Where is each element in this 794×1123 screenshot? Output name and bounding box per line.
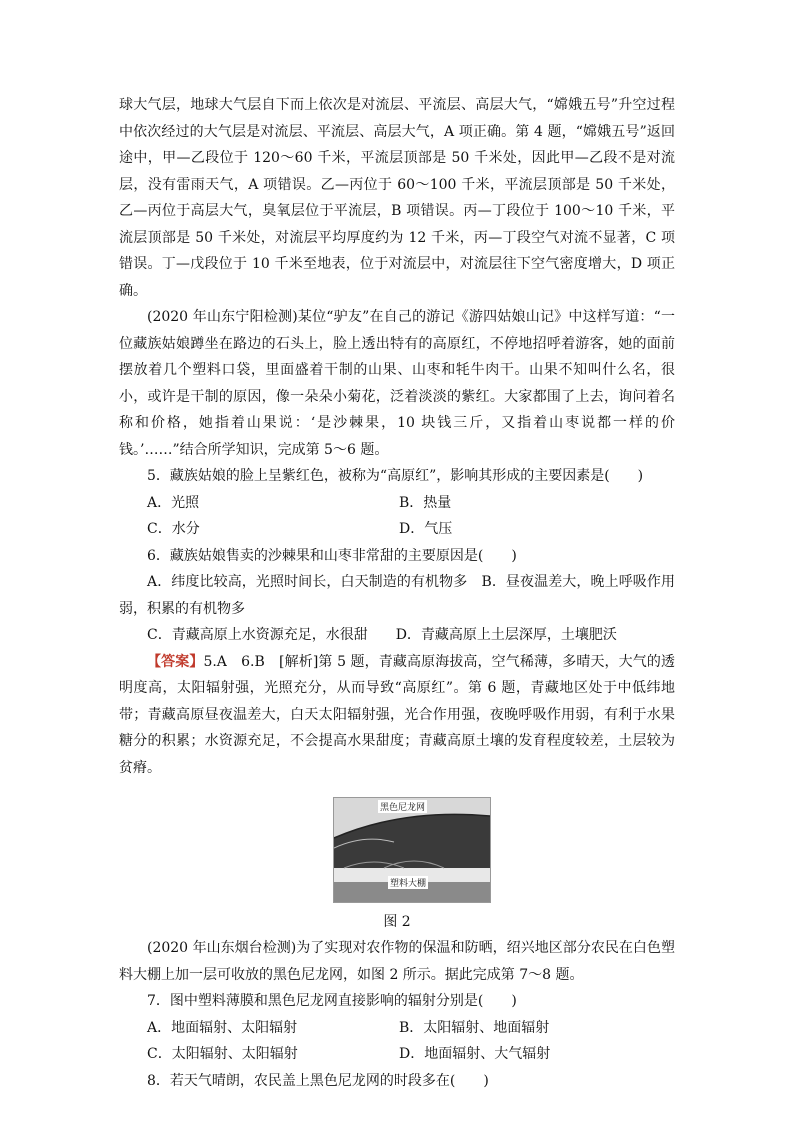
question-7-options-cd <box>119 1041 675 1068</box>
option-7c: C．太阳辐射、太阳辐射 <box>147 1046 298 1062</box>
option-5a: A．光照 <box>147 494 200 511</box>
option-7a: A．地面辐射、太阳辐射 <box>147 1019 298 1036</box>
option-7d: D．地面辐射、大气辐射 <box>399 1046 551 1062</box>
answer-paragraph <box>119 649 675 782</box>
question-5-options-ab <box>119 490 675 517</box>
question-7-stem: 7．图中塑料薄膜和黑色尼龙网直接影响的辐射分别是( ) <box>147 993 517 1009</box>
option-5c: C．水分 <box>147 521 200 537</box>
answer-text: 5.A 6.B [解析]第 5 题，青藏高原海拔高，空气稀薄，多晴天，大气的透明度高，太阳辐射强，光照充分，从而导致“高原红”。第 6 题，青藏地区处于中低纬地带；青藏高原昼夜温差大，白天太阳辐射强，光合作用强，夜晚呼吸作用弱，有利于水果糖分的积累；水资源充足，不会提高水果甜度；青藏高原土壤的发育程度较差，土层较为贫瘠。 <box>119 653 676 776</box>
material-paragraph-2: (2020 年山东烟台检测)为了实现对农作物的保温和防晒，绍兴地区部分农民在白色塑料大棚上加一层可收放的黑色尼龙网，如图 2 所示。据此完成第 7～8 题。 <box>119 940 675 983</box>
material-paragraph-1: (2020 年山东宁阳检测)某位“驴友”在自己的游记《游四姑娘山记》中这样写道：“一位藏族姑娘蹲坐在路边的石头上，脸上透出特有的高原红，不停地招呼着游客，她的面前摆放着几个塑料口袋，里面盛着干制的山果、山枣和牦牛肉干。山果不知叫什么名，很小，或许是干制的原因，像一朵朵小菊花，泛着淡淡的紫红。大家都围了上去，询问着名称和价格，她指着山果说：‘是沙棘果，10 块钱三斤，又指着山枣说都一样的价钱。’……”结合所学知识，完成第 5～6 题。 <box>119 309 675 458</box>
question-6-stem: 6．藏族姑娘售卖的沙棘果和山枣非常甜的主要原因是( ) <box>147 547 517 564</box>
question-6-options-cd: C．青藏高原上水资源充足，水很甜 D．青藏高原上土层深厚，土壤肥沃 <box>147 627 617 643</box>
option-5b: B．热量 <box>399 494 452 511</box>
document-page <box>119 92 675 1094</box>
question-5-stem: 5．藏族姑娘的脸上呈紫红色，被称为“高原红”，影响其形成的主要因素是( ) <box>147 468 644 484</box>
option-5d: D．气压 <box>399 521 453 537</box>
answer-tag: 【答案】 <box>147 653 204 670</box>
option-7b: B．太阳辐射、地面辐射 <box>399 1019 550 1036</box>
greenhouse-photo <box>333 797 491 903</box>
question-7-options-ab <box>119 1015 675 1042</box>
question-6-options-ab: A．纬度比较高，光照时间长，白天制造的有机物多 B．昼夜温差大，晚上呼吸作用弱，积累的有机物多 <box>119 574 675 617</box>
question-8-stem: 8．若天气晴朗，农民盖上黑色尼龙网的时段多在( ) <box>147 1072 489 1089</box>
figure-caption: 图 2 <box>383 914 411 930</box>
nylon-net-label: 黑色尼龙网 <box>378 800 427 813</box>
explanation-paragraph: 球大气层，地球大气层自下而上依次是对流层、平流层、高层大气，“嫦娥五号”升空过程中依次经过的大气层是对流层、平流层、高层大气，A 项正确。第 4 题，“嫦娥五号”返回途中，甲—乙段位于 120～60 千米，平流层顶部是 50 千米处，因此甲—乙段不是对流层，没有雷雨天气，A 项错误。乙—丙位于 60～100 千米，平流层顶部是 50 千米处，乙—丙位于高层大气，臭氧层位于平流层，B 项错误。丙—丁段位于 100～10 千米，平流层顶部是 50 千米处，对流层平均厚度约为 12 千米，丙—丁段空气对流不显著，C 项错误。丁—戊段位于 10 千米至地表，位于对流层中，对流层往下空气密度增大，D 项正确。 <box>119 97 675 299</box>
question-5-options-cd <box>119 516 675 543</box>
greenhouse-label: 塑料大棚 <box>388 876 428 889</box>
